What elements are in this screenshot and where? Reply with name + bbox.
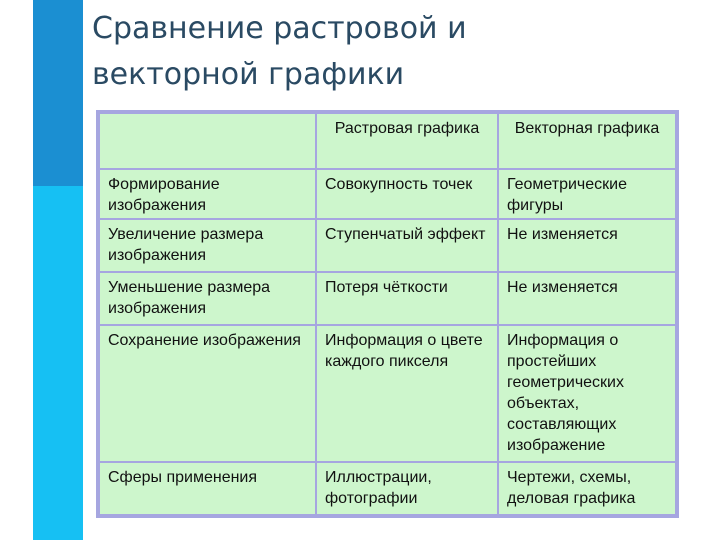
- row-vector-cell: Информация о простейших геометрических объектах, составляющих изображение: [499, 326, 675, 461]
- row-vector-cell: Геометрические фигуры: [499, 170, 675, 218]
- row-aspect-cell: Формирование изображения: [100, 170, 315, 218]
- row-vector-cell: Не изменяется: [499, 273, 675, 324]
- header-cell-raster: Растровая графика: [317, 114, 497, 168]
- table-row: [100, 170, 675, 218]
- row-vector-cell: Не изменяется: [499, 220, 675, 271]
- slide-title-line2: векторной графики: [92, 57, 405, 92]
- row-raster-cell: Иллюстрации, фотографии: [317, 463, 497, 514]
- table-row: [100, 220, 675, 271]
- table-row: [100, 463, 675, 514]
- row-raster-cell: Потеря чёткости: [317, 273, 497, 324]
- row-raster-cell: Информация о цвете каждого пикселя: [317, 326, 497, 461]
- comparison-table: [96, 110, 679, 518]
- row-aspect-cell: Сферы применения: [100, 463, 315, 514]
- row-aspect-cell: Увеличение размера изображения: [100, 220, 315, 271]
- decorative-bar-light: [33, 186, 83, 540]
- row-aspect-cell: Сохранение изображения: [100, 326, 315, 461]
- table-row: [100, 273, 675, 324]
- slide-title: [92, 6, 692, 98]
- row-aspect-cell: Уменьшение размера изображения: [100, 273, 315, 324]
- slide-title-line1: Сравнение растровой и: [92, 11, 467, 46]
- row-raster-cell: Совокупность точек: [317, 170, 497, 218]
- decorative-bar-dark: [33, 0, 83, 186]
- header-cell-aspect: [100, 114, 315, 168]
- header-cell-vector: Векторная графика: [499, 114, 675, 168]
- row-raster-cell: Ступенчатый эффект: [317, 220, 497, 271]
- table-header-row: [100, 114, 675, 168]
- row-vector-cell: Чертежи, схемы, деловая графика: [499, 463, 675, 514]
- table-row: [100, 326, 675, 461]
